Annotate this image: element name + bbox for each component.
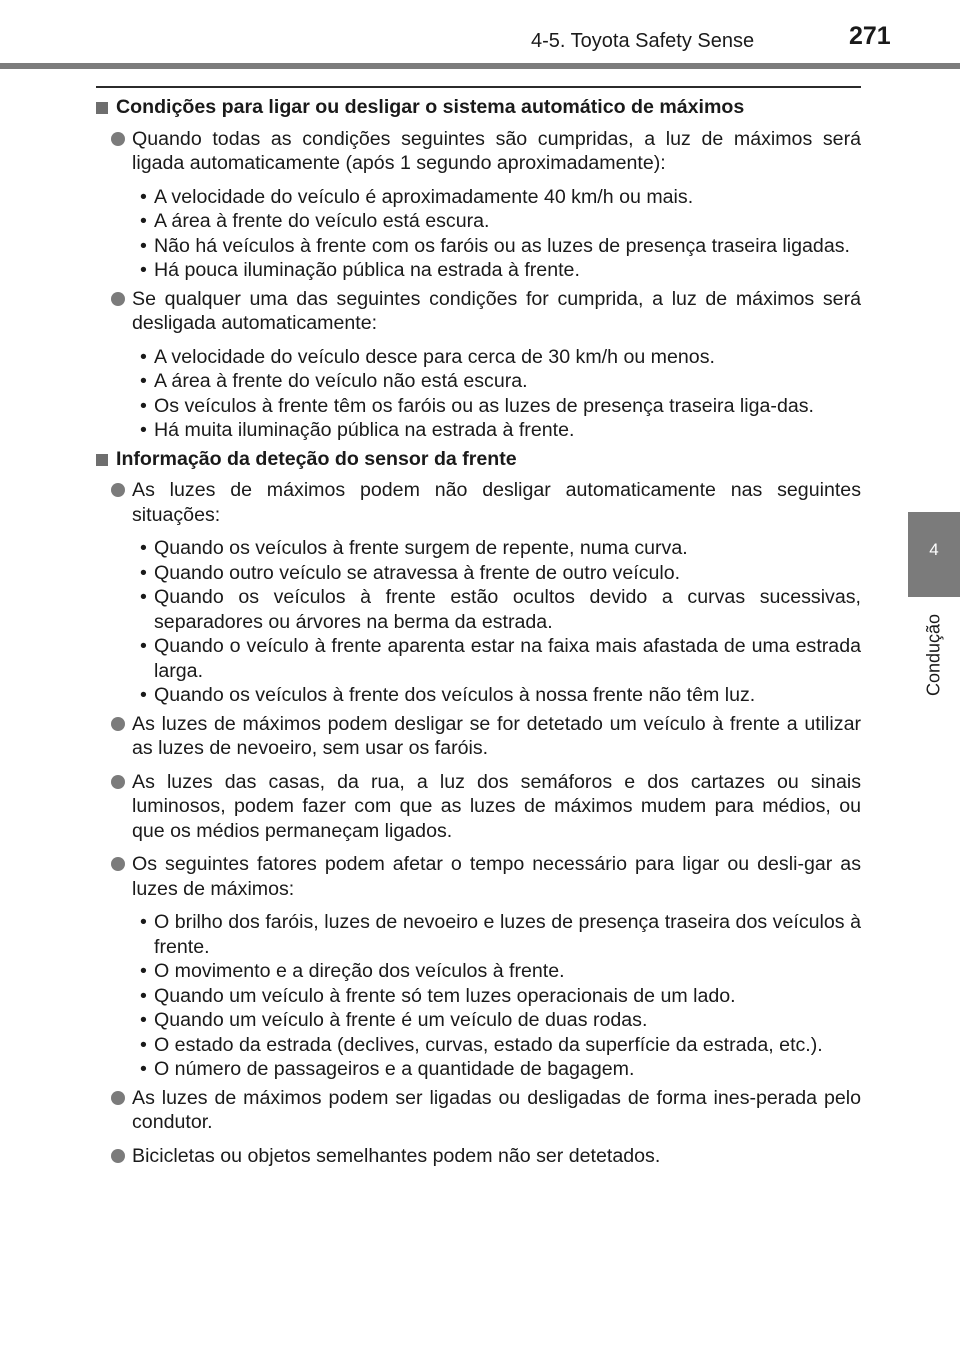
circle-bullet-icon [111,132,125,146]
circle-point: As luzes de máximos podem desligar se for detetado um veículo à frente a utilizar as luzes de nevoeiro, sem usar os faróis. [96,712,861,761]
section-heading: Condições para ligar ou desligar o sistema automático de máximos [96,95,861,120]
list-item: • Há pouca iluminação pública na estrada à frente. [140,259,580,281]
circle-bullet-icon [111,483,125,497]
list-item: • Quando o veículo à frente aparenta estar na faixa mais afastada de uma estrada larga. [140,635,861,682]
content-divider [96,86,861,88]
chapter-label-text: Condução [923,613,944,697]
circle-point: Se qualquer uma das seguintes condições for cumprida, a luz de máximos será desligada automaticamente: [96,287,861,336]
square-bullet-icon [96,454,108,466]
list-item: • A velocidade do veículo desce para cerca de 30 km/h ou menos. [140,345,715,368]
list-item: • Quando um veículo à frente só tem luzes operacionais de um lado. [140,984,736,1007]
list-item: • A área à frente do veículo não está escura. [140,370,528,392]
circle-point: As luzes de máximos podem ser ligadas ou desligadas de forma ines-perada pelo condutor. [96,1086,861,1135]
list-item: • Quando outro veículo se atravessa à frente de outro veículo. [140,561,681,584]
page-header [0,0,960,64]
sub-list [96,185,861,283]
circle-bullet-icon [111,717,125,731]
circle-point: Quando todas as condições seguintes são cumpridas, a luz de máximos será ligada automaticamente (após 1 segundo aproximadamente): [96,127,861,176]
page-number: 271 [849,22,891,50]
square-bullet-icon [96,102,108,114]
list-item: • Quando os veículos à frente dos veículos à nossa frente não têm luz. [140,684,756,706]
header-divider [0,63,960,69]
sub-list [96,536,861,708]
sub-list [96,345,861,443]
chapter-number: 4 [929,540,939,559]
list-item: • Não há veículos à frente com os faróis ou as luzes de presença traseira ligadas. [140,234,850,257]
list-item: • Quando os veículos à frente surgem de repente, numa curva. [140,537,688,559]
circle-point: Bicicletas ou objetos semelhantes podem não ser detetados. [96,1144,861,1169]
list-item: • Quando os veículos à frente estão ocultos devido a curvas sucessivas, separadores ou árvores na berma da estrada. [140,586,861,633]
list-item: • O estado da estrada (declives, curvas, estado da superfície da estrada, etc.). [140,1033,823,1056]
circle-bullet-icon [111,292,125,306]
section-reference: 4-5. Toyota Safety Sense [531,30,755,52]
list-item: • O movimento e a direção dos veículos à frente. [140,960,565,982]
circle-bullet-icon [111,1149,125,1163]
page-content [96,95,861,1177]
list-item: • Quando um veículo à frente é um veículo de duas rodas. [140,1009,648,1031]
chapter-label [908,605,960,705]
list-item: • O número de passageiros e a quantidade de bagagem. [140,1058,635,1080]
sub-list [96,910,861,1082]
list-item: • O brilho dos faróis, luzes de nevoeiro e luzes de presença traseira dos veículos à frente. [140,911,861,958]
chapter-tab [908,512,960,597]
circle-bullet-icon [111,1091,125,1105]
list-item: • Os veículos à frente têm os faróis ou as luzes de presença traseira liga-das. [140,394,814,417]
circle-bullet-icon [111,857,125,871]
circle-point: As luzes das casas, da rua, a luz dos semáforos e dos cartazes ou sinais luminosos, podem fazer com que as luzes de máximos mudem para médios, ou que os médios permaneçam ligados. [96,770,861,844]
list-item: • A velocidade do veículo é aproximadamente 40 km/h ou mais. [140,185,694,208]
section-heading: Informação da deteção do sensor da frente [96,447,861,472]
list-item: • Há muita iluminação pública na estrada à frente. [140,419,575,441]
circle-bullet-icon [111,775,125,789]
list-item: • A área à frente do veículo está escura. [140,210,490,232]
circle-point: Os seguintes fatores podem afetar o tempo necessário para ligar ou desli-gar as luzes de máximos: [96,852,861,901]
circle-point: As luzes de máximos podem não desligar automaticamente nas seguintes situações: [96,478,861,527]
